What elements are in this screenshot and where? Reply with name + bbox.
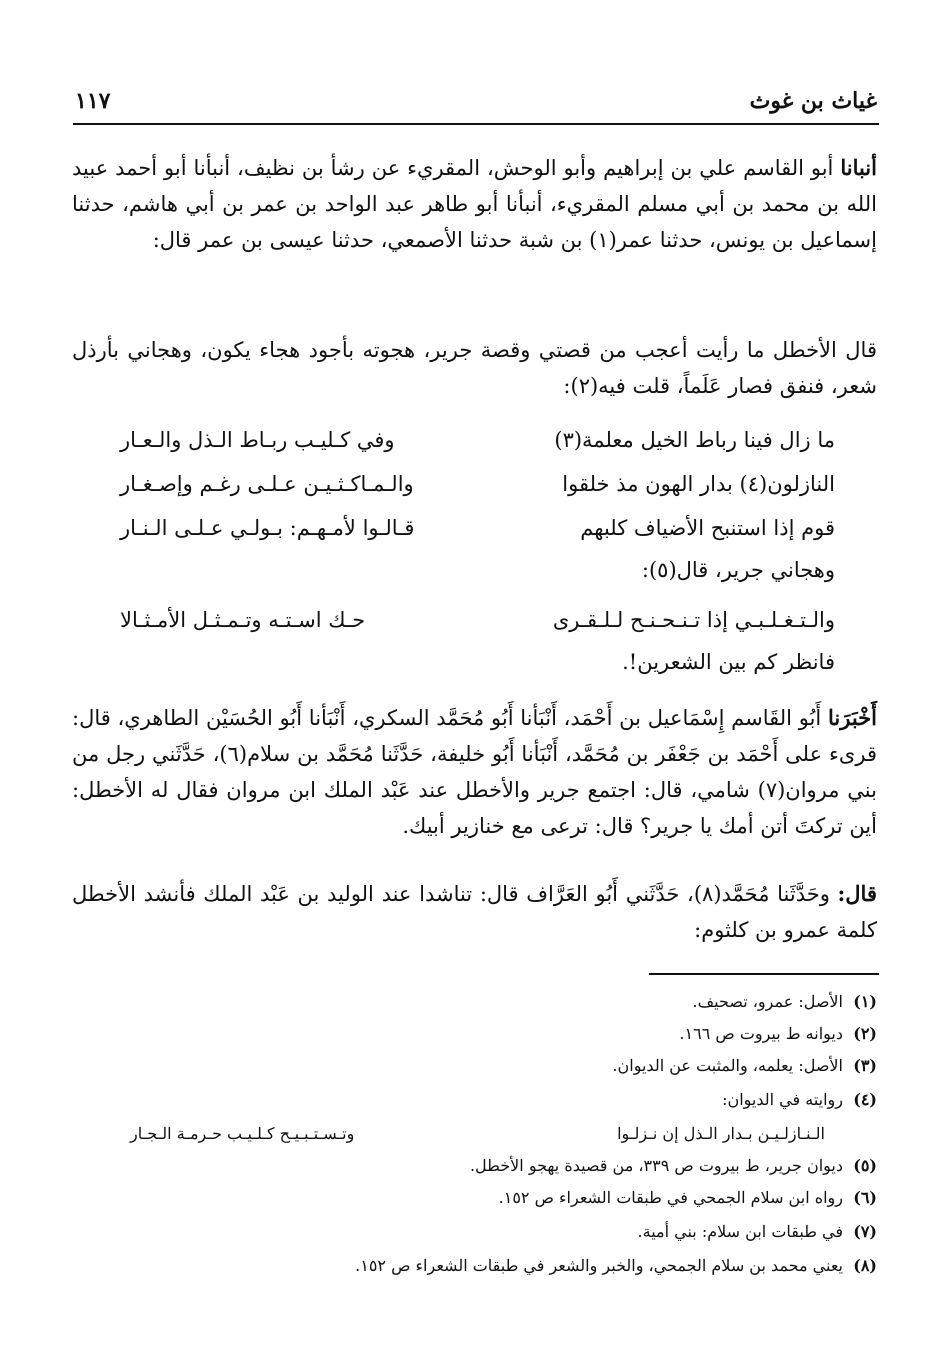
footnote-text: الأصل: عمرو، تصحيف. (692, 992, 843, 1011)
paragraph-isnad-3 (72, 876, 877, 948)
footnote-text: روايته في الديوان: (722, 1090, 843, 1109)
footnote (70, 1188, 877, 1207)
footnote-number: (٣) (853, 1056, 877, 1075)
paragraph-lead: قال: (837, 881, 877, 906)
footnote (70, 1090, 877, 1109)
footnote-number: (٥) (853, 1156, 877, 1175)
footnote (70, 992, 877, 1011)
footnote (70, 1056, 877, 1075)
verse-line (120, 472, 835, 512)
footnote (70, 1024, 877, 1043)
paragraph-lead: أنبانا (840, 155, 877, 180)
paragraph-text: أَبُو القَاسم إِسْمَاعيل بن أَحْمَد، أَنْبَأنا أَبُو مُحَمَّد السكري، أَنْبَأنا أَبُو الحُسَيْن الطاهري، قال: قرىء على أَحْمَد بن جَعْفَر بن مُحَمَّد، أَنْبَأنا أَبُو خليفة، حَدَّثَنا مُحَمَّد بن سلام(٦)، حَدَّثَني رجل من بني مروان(٧) شامي، قال: اجتمع جرير والأخطل عند عَبْد الملك ابن مروان فقال له الأخطل: أين تركتَ أتن أمك يا جرير؟ قال: ترعى مع خنازير أبيك. (72, 706, 877, 838)
verse-line (120, 428, 835, 468)
footnote-rule (649, 973, 879, 975)
footnote (70, 1256, 877, 1275)
footnote-text: ديوان جرير، ط بيروت ص ٣٣٩، من قصيدة يهجو الأخطل. (469, 1156, 843, 1175)
page-header (75, 88, 877, 124)
footnote-number: (٢) (853, 1024, 877, 1043)
verse-second-hemistich: قـالـوا لأمـهـم: بـولـي عـلـى الـنـار (120, 516, 415, 540)
verse-first-hemistich: قوم إذا استنبح الأضياف كلبهم (580, 516, 835, 540)
footnote-number: (٧) (853, 1222, 877, 1241)
header-rule (73, 123, 879, 125)
paragraph-akhtal-story (72, 332, 877, 404)
intro-line: وهجاني جرير، قال(٥): (641, 558, 835, 582)
footnote-number: (٤) (853, 1090, 877, 1109)
verse-first-hemistich: والـتـغـلـبـي إذا تـنـحـنـح لـلـقـرى (552, 608, 835, 632)
verse-second-hemistich: حـك اسـتـه وتـمـثـل الأمـثـالا (120, 608, 366, 632)
verse-line (120, 608, 835, 648)
footnote-text: في طبقات ابن سلام: بني أمية. (637, 1222, 843, 1241)
footnote (70, 1156, 877, 1175)
verse-first-hemistich: الـنـازلـيـن بـدار الـذل إن نـزلـوا (617, 1124, 825, 1143)
footnote-number: (٦) (853, 1188, 877, 1207)
paragraph-text: قال الأخطل ما رأيت أعجب من قصتي وقصة جرير، هجوته بأجود هجاء يكون، وهجاني بأرذل شعر، فنفق فصار عَلَماً، قلت فيه(٢): (72, 338, 877, 398)
verse-first-hemistich: النازلون(٤) بدار الهون مذ خلقوا (562, 472, 835, 496)
footnote-text: يعني محمد بن سلام الجمحي، والخبر والشعر في طبقات الشعراء ص ١٥٢. (355, 1256, 843, 1275)
paragraph-isnad-1 (72, 150, 877, 258)
verse-second-hemistich: وفي كـليـب ربـاط الـذل والـعـار (120, 428, 395, 452)
page-number: ١١٧ (75, 88, 111, 114)
conclusion-line: فانظر كم بين الشعرين!. (622, 650, 835, 674)
verse-second-hemistich: وتـسـتـبـيـح كـلـيـب حـرمـة الـجـار (130, 1124, 355, 1143)
footnote (70, 1222, 877, 1241)
footnote-number: (١) (853, 992, 877, 1011)
verse-first-hemistich: ما زال فينا رباط الخيل معلمة(٣) (554, 428, 835, 452)
paragraph-text: وحَدَّثَنا مُحَمَّد(٨)، حَدَّثَني أَبُو العَرَّاف قال: تناشدا عند الوليد بن عَبْد الملك فأنشد الأخطل كلمة عمرو بن كلثوم: (72, 882, 877, 942)
footnote-number: (٨) (853, 1256, 877, 1275)
verse-line (120, 516, 835, 556)
verse-second-hemistich: والـمـاكـثـيـن عـلـى رغـم وإصـغـار (120, 472, 414, 496)
running-title: غياث بن غوث (749, 88, 877, 114)
paragraph-text: أبو القاسم علي بن إبراهيم وأبو الوحش، المقريء عن رشأ بن نظيف، أنبأنا أبو أحمد عبيد الله بن محمد بن أبي مسلم المقريء، أنبأنا أبو طاهر عبد الواحد بن عمر بن أبي هاشم، حدثنا إسماعيل بن يونس، حدثنا عمر(١) بن شبة حدثنا الأصمعي، حدثنا عيسى بن عمر قال: (72, 156, 877, 252)
footnote-text: الأصل: يعلمه، والمثبت عن الديوان. (612, 1056, 843, 1075)
footnote-text: رواه ابن سلام الجمحي في طبقات الشعراء ص ١٥٢. (498, 1188, 843, 1207)
paragraph-lead: أَخْبَرَنا (828, 705, 877, 730)
footnote-text: ديوانه ط بيروت ص ١٦٦. (679, 1024, 843, 1043)
paragraph-isnad-2 (72, 700, 877, 844)
